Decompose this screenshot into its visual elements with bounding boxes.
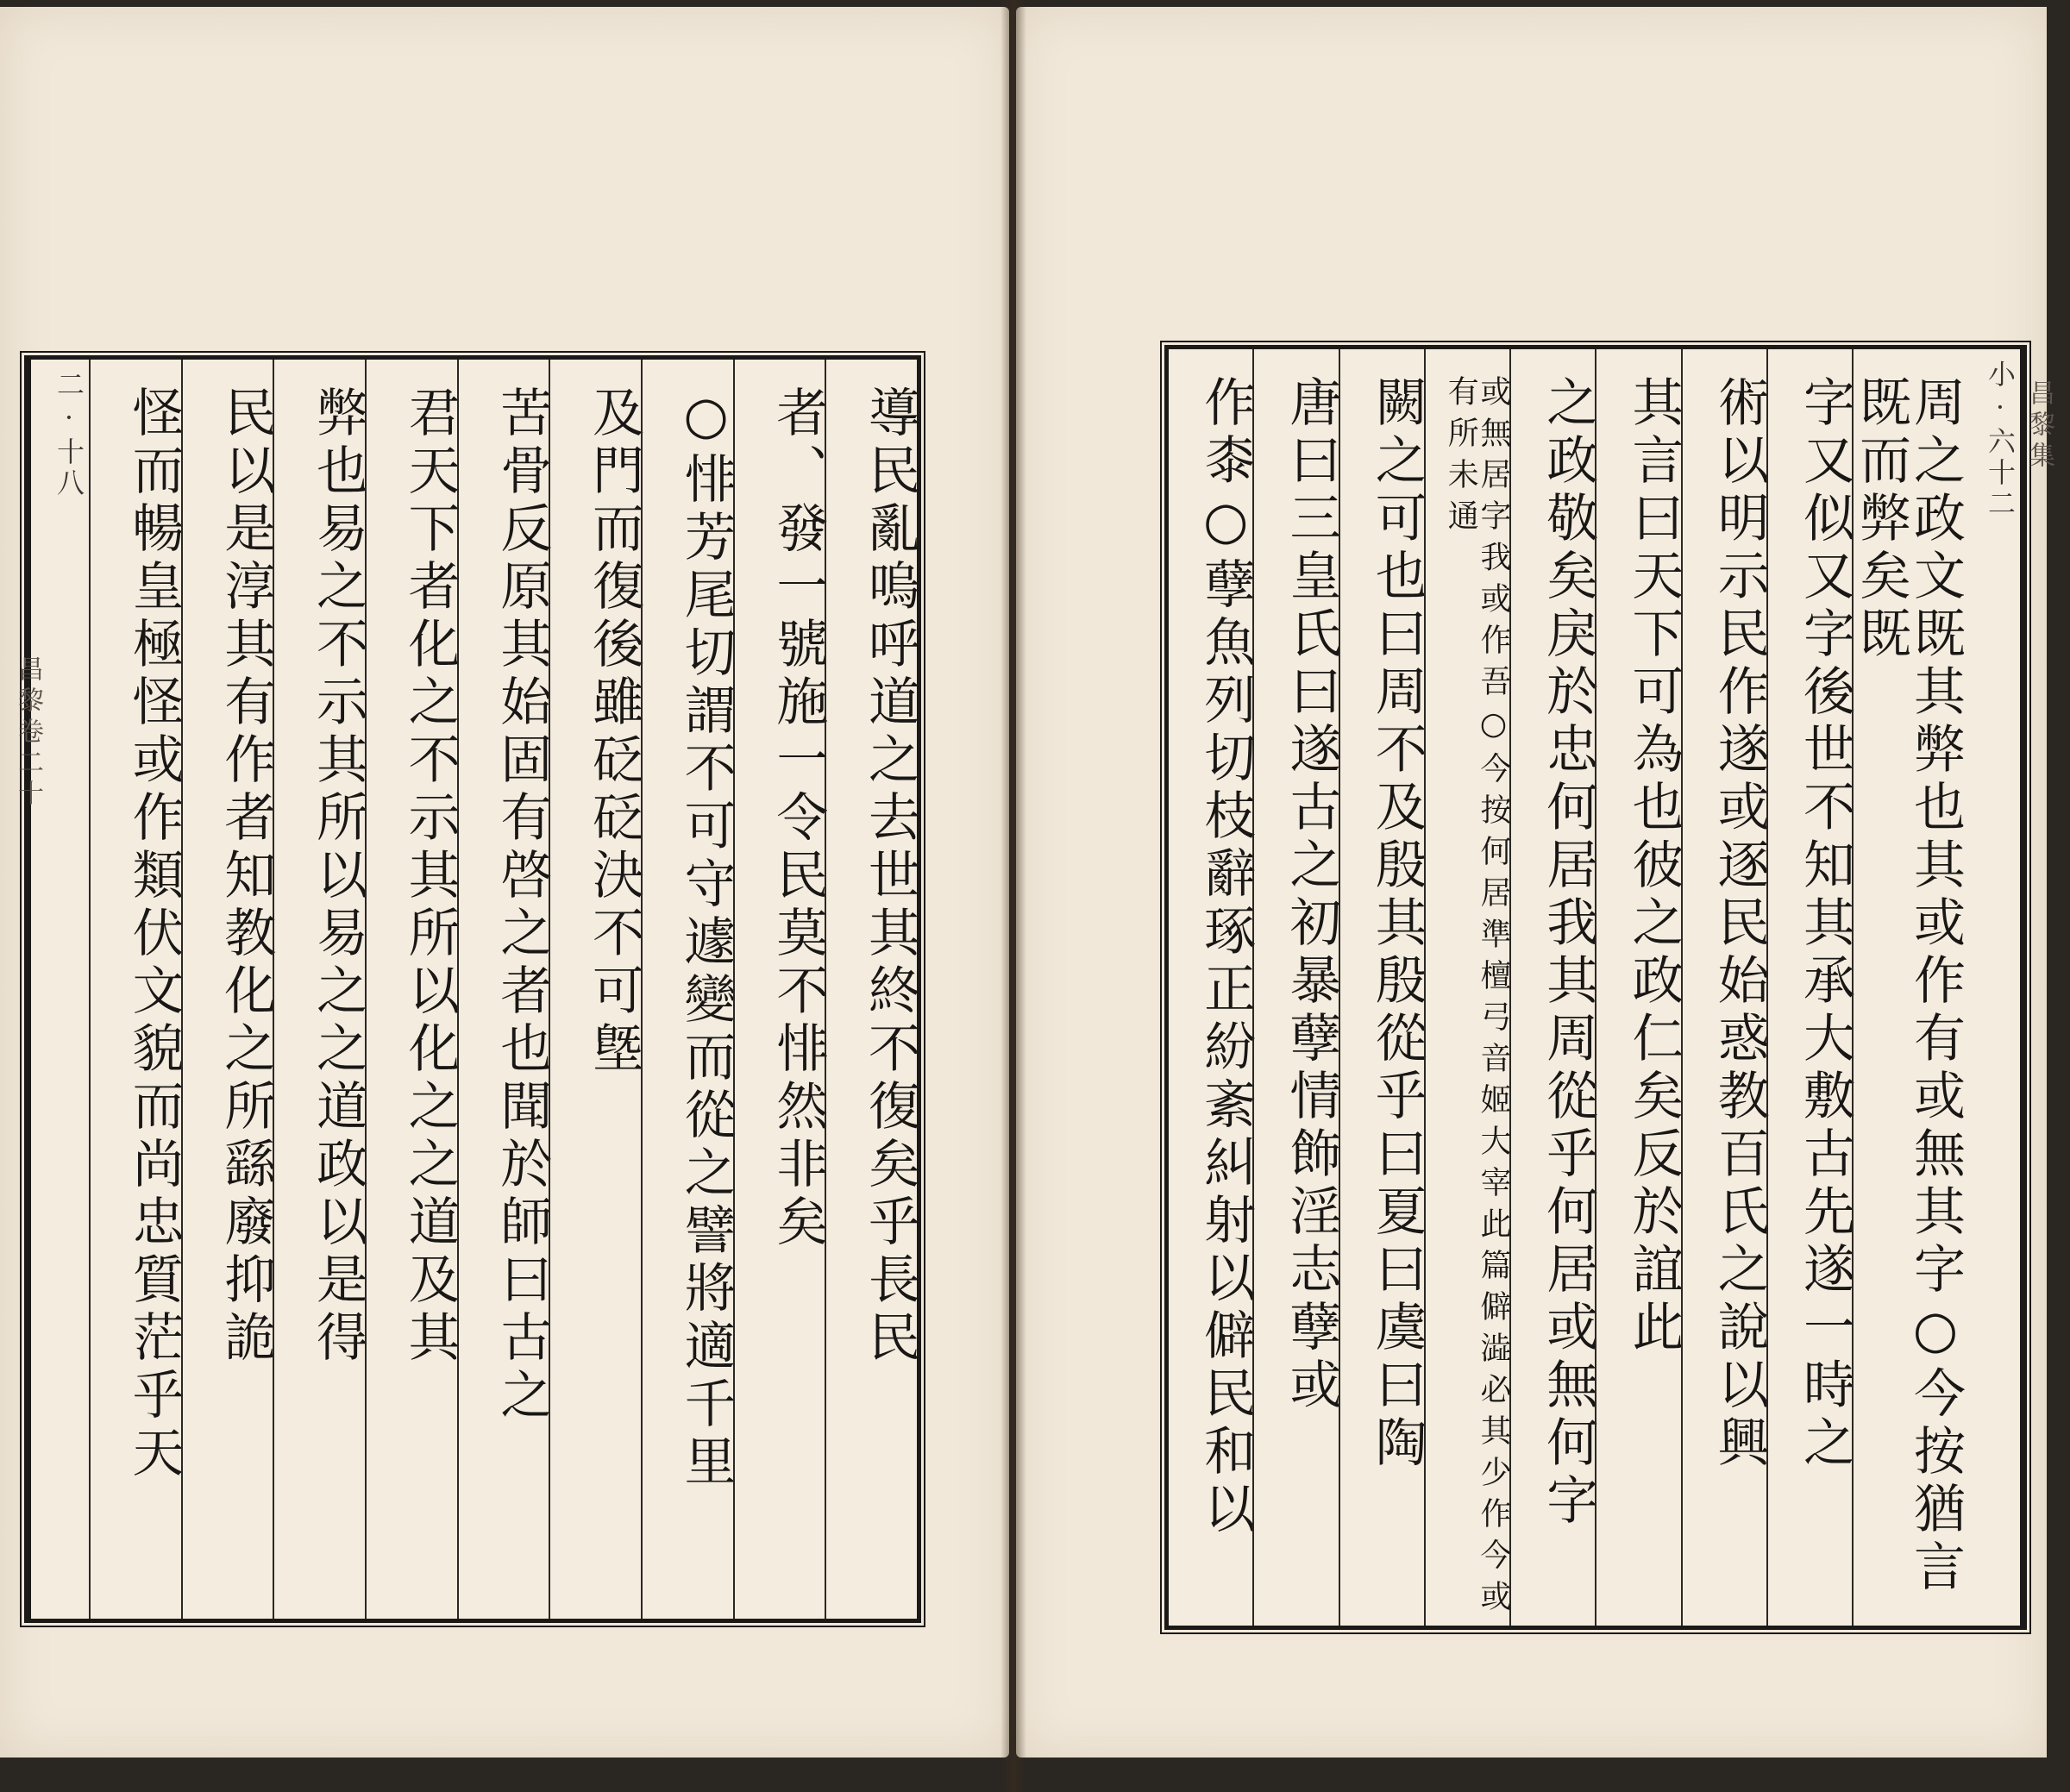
right-column-4: 其言曰天下可為也彼之政仁矣反於誼此 xyxy=(1595,349,1680,1626)
right-column-6: 或無居字我或作吾○今按何居準檀弓音姬大宰此篇僻澁必其少作今或有所未通 xyxy=(1424,349,1509,1626)
left-column-2: 者、發一號施一令民莫不悱然非矣 xyxy=(733,360,825,1619)
left-column-4: 及門而復後雖砭砭決不可墍 xyxy=(549,360,641,1619)
right-column-8: 唐曰三皇氏曰遂古之初暴孽情飾淫志孽或 xyxy=(1252,349,1338,1626)
left-column-7: 弊也易之不示其所以易之之道政以是得 xyxy=(273,360,365,1619)
right-column-1: 周之政文既其弊也其或作有或無其字○今按猶言既而弊矣既 xyxy=(1852,349,1962,1626)
right-column-5: 之政敬矣戾於忠何居我其周從乎何居或無何字 xyxy=(1509,349,1595,1626)
right-columns xyxy=(1169,349,2023,1626)
right-side-label: 昌黎集 xyxy=(2024,379,2054,473)
left-columns xyxy=(28,360,920,1619)
left-column-5: 苦骨反原其始固有啓之者也聞於師曰古之 xyxy=(457,360,549,1619)
book-gutter xyxy=(1000,0,1026,1792)
right-column-2: 字又似又字後世不知其承大敷古先遂一時之 xyxy=(1766,349,1852,1626)
right-text-frame xyxy=(1164,345,2027,1630)
left-column-1: 導民亂嗚呼道之去世其終不復矣乎長民 xyxy=(825,360,917,1619)
left-text-frame xyxy=(24,355,921,1623)
right-column-3: 術以明示民作遂或逐民始惑教百氏之說以興 xyxy=(1681,349,1766,1626)
left-column-8: 民以是淳其有作者知教化之所繇廢抑詭 xyxy=(181,360,273,1619)
right-column-9: 作桼○孽魚列切枝辭琢正紛紊糾射以僻民和以 xyxy=(1195,375,1257,1539)
left-column-9: 怪而暢皇極怪或作類伏文貌而尚忠質茫乎天 xyxy=(89,360,181,1619)
right-margin-label: 小·六十二 xyxy=(1962,349,2023,1626)
left-side-label: 昌黎卷二十 xyxy=(13,655,43,811)
left-margin-label: 二·十八 xyxy=(28,360,89,1619)
right-column-7: 闕之可也曰周不及殷其殷從乎曰夏曰虞曰陶 xyxy=(1339,349,1424,1626)
left-column-6: 君天下者化之不示其所以化之之道及其 xyxy=(365,360,457,1619)
left-column-3: ○悱芳尾切謂不可守遽變而從之譬將適千里 xyxy=(641,360,733,1619)
